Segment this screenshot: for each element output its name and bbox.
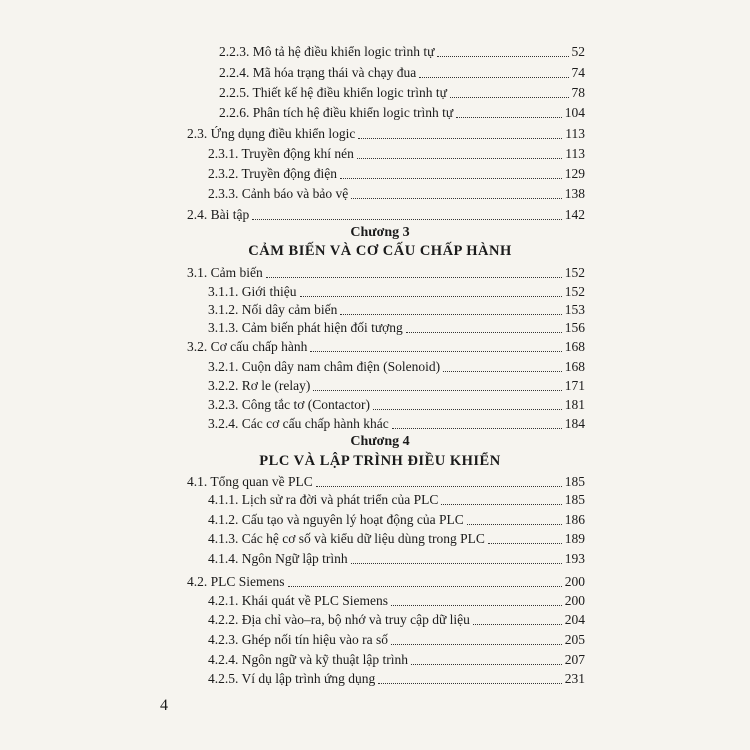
toc-entry [187, 263, 585, 281]
toc-entry-label: 4.2.4. Ngôn ngữ và kỹ thuật lập trình [208, 652, 409, 667]
toc-entry-label: 3.2.1. Cuộn dây nam châm điện (Solenoid) [208, 359, 441, 374]
dot-leader [252, 219, 562, 220]
toc-entry [208, 549, 585, 567]
toc-entry-page: 52 [571, 44, 585, 59]
toc-entry-label: 2.3.3. Cảnh báo và bảo vệ [208, 186, 349, 201]
toc-entry-page: 129 [564, 166, 585, 181]
toc-entry [187, 124, 585, 142]
toc-entry-label: 2.2.3. Mô tả hệ điều khiển logic trình tự [219, 44, 435, 59]
toc-entry [208, 376, 585, 394]
dot-leader [300, 296, 562, 297]
chapter-title: PLC VÀ LẬP TRÌNH ĐIỀU KHIỂN [259, 453, 501, 469]
toc-entry-label: 4.2.1. Khái quát về PLC Siemens [208, 593, 388, 608]
toc-entry [208, 610, 585, 628]
toc-entry [219, 42, 585, 60]
toc-entry-page: 113 [565, 126, 585, 141]
toc-entry-page: 207 [564, 652, 585, 667]
toc-entry-label: 3.2.4. Các cơ cấu chấp hành khác [208, 416, 389, 431]
toc-entry-page: 168 [564, 359, 585, 374]
toc-entry-page: 142 [564, 207, 585, 222]
toc-entry [208, 529, 585, 547]
toc-entry-label: 2.3. Ứng dụng điều khiển logic [187, 126, 356, 141]
dot-leader [357, 158, 562, 159]
toc-entry-label: 3.2.2. Rơ le (relay) [208, 378, 311, 393]
dot-leader [266, 277, 562, 278]
toc-entry-label: 3.2.3. Công tắc tơ (Contactor) [208, 397, 370, 412]
toc-entry-label: 3.2. Cơ cấu chấp hành [187, 339, 308, 354]
dot-leader [288, 586, 562, 587]
toc-entry-label: 3.1.2. Nối dây cảm biến [208, 302, 338, 317]
dot-leader [456, 117, 562, 118]
toc-entry-page: 189 [564, 531, 585, 546]
dot-leader [378, 683, 562, 684]
dot-leader [391, 605, 562, 606]
toc-entry-page: 78 [571, 85, 585, 100]
dot-leader [406, 332, 562, 333]
toc-entry-label: 3.1. Cảm biến [187, 265, 263, 280]
dot-leader [467, 524, 562, 525]
dot-leader [373, 409, 562, 410]
toc-entry-page: 185 [564, 492, 585, 507]
toc-entry-label: 4.1.2. Cấu tạo và nguyên lý hoạt động của PLC [208, 512, 464, 527]
dot-leader [450, 97, 569, 98]
toc-entry [208, 184, 585, 202]
dot-leader [411, 664, 562, 665]
toc-entry-label: 4.1.1. Lịch sử ra đời và phát triển của PLC [208, 492, 439, 507]
toc-entry-label: 4.2.2. Địa chỉ vào–ra, bộ nhớ và truy cập dữ liệu [208, 612, 470, 627]
chapter-title: CẢM BIẾN VÀ CƠ CẤU CHẤP HÀNH [248, 243, 512, 259]
toc-entry [187, 205, 585, 223]
toc-entry-label: 4.1.3. Các hệ cơ số và kiểu dữ liệu dùng trong PLC [208, 531, 485, 546]
toc-entry [219, 63, 585, 81]
toc-entry-page: 181 [564, 397, 585, 412]
toc-entry-page: 104 [564, 105, 585, 120]
toc-entry-page: 153 [564, 302, 585, 317]
dot-leader [437, 56, 568, 57]
dot-leader [313, 390, 561, 391]
toc-entry-label: 4.2.3. Ghép nối tín hiệu vào ra số [208, 632, 388, 647]
dot-leader [351, 198, 562, 199]
toc-entry [208, 510, 585, 528]
toc-entry [208, 357, 585, 375]
toc-entry-label: 3.1.1. Giới thiệu [208, 284, 297, 299]
toc-entry-page: 193 [564, 551, 585, 566]
toc-entry-page: 200 [564, 593, 585, 608]
toc-entry-page: 156 [564, 320, 585, 335]
toc-entry-label: 2.2.6. Phân tích hệ điều khiển logic trình tự [219, 105, 454, 120]
dot-leader [488, 543, 562, 544]
toc-entry [208, 318, 585, 336]
dot-leader [358, 138, 562, 139]
toc-entry-label: 2.4. Bài tập [187, 207, 250, 222]
dot-leader [316, 486, 562, 487]
toc-entry-page: 204 [564, 612, 585, 627]
dot-leader [443, 371, 562, 372]
toc-entry-label: 3.1.3. Cảm biến phát hiện đối tượng [208, 320, 403, 335]
toc-entry-page: 200 [564, 574, 585, 589]
toc-entry [208, 414, 585, 432]
dot-leader [391, 644, 562, 645]
toc-entry-page: 74 [571, 65, 585, 80]
toc-entry-page: 186 [564, 512, 585, 527]
toc-entry-page: 185 [564, 474, 585, 489]
toc-entry-page: 231 [564, 671, 585, 686]
toc-entry-page: 152 [564, 265, 585, 280]
toc-entry [208, 630, 585, 648]
dot-leader [340, 314, 561, 315]
toc-entry-page: 138 [564, 186, 585, 201]
toc-entry [208, 282, 585, 300]
toc-entry [208, 490, 585, 508]
dot-leader [392, 428, 562, 429]
dot-leader [419, 77, 568, 78]
toc-entry-label: 4.2. PLC Siemens [187, 574, 285, 589]
toc-entry [219, 103, 585, 121]
toc-entry-label: 2.3.2. Truyền động điện [208, 166, 338, 181]
toc-entry-label: 2.2.5. Thiết kế hệ điều khiển logic trình tự [219, 85, 447, 100]
toc-entry-page: 113 [565, 146, 585, 161]
toc-entry [208, 591, 585, 609]
dot-leader [310, 351, 561, 352]
page-number: 4 [160, 697, 168, 714]
toc-entry-label: 4.1.4. Ngôn Ngữ lập trình [208, 551, 348, 566]
toc-entry-label: 4.1. Tổng quan về PLC [187, 474, 313, 489]
toc-entry [208, 144, 585, 162]
toc-entry-page: 152 [564, 284, 585, 299]
dot-leader [351, 563, 562, 564]
toc-entry-page: 168 [564, 339, 585, 354]
chapter-heading: Chương 3 [350, 225, 410, 240]
dot-leader [340, 178, 562, 179]
toc-entry [208, 395, 585, 413]
toc-entry [208, 650, 585, 668]
toc-entry-page: 205 [564, 632, 585, 647]
toc-entry [187, 572, 585, 590]
toc-entry [187, 472, 585, 490]
toc-entry [208, 300, 585, 318]
toc-entry [187, 337, 585, 355]
toc-entry [219, 83, 585, 101]
toc-entry-label: 2.2.4. Mã hóa trạng thái và chạy đua [219, 65, 417, 80]
dot-leader [441, 504, 561, 505]
dot-leader [473, 624, 562, 625]
toc-entry-label: 4.2.5. Ví dụ lập trình ứng dụng [208, 671, 376, 686]
toc-entry-page: 171 [564, 378, 585, 393]
toc-entry [208, 164, 585, 182]
toc-entry-label: 2.3.1. Truyền động khí nén [208, 146, 354, 161]
chapter-heading: Chương 4 [350, 434, 410, 449]
toc-entry [208, 669, 585, 687]
toc-entry-page: 184 [564, 416, 585, 431]
